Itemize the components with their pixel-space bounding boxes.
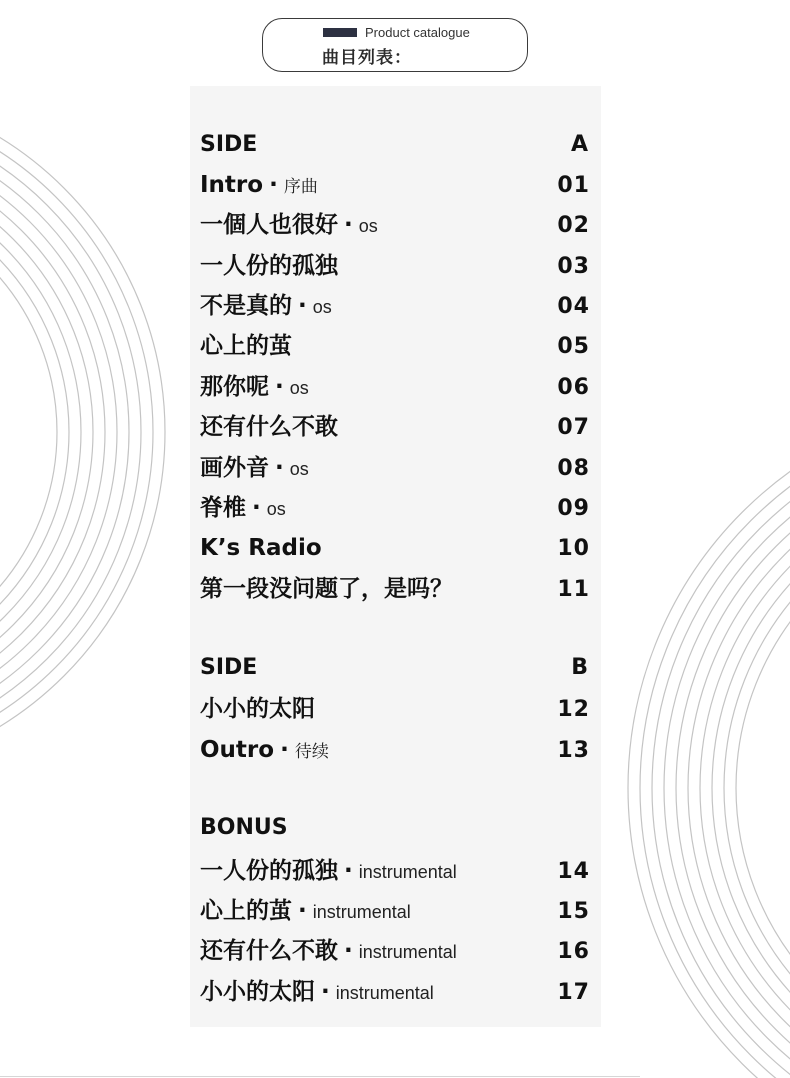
track-title: 一人份的孤独 — [200, 253, 338, 279]
track-note: os — [312, 297, 332, 317]
track-row — [200, 528, 590, 562]
left-rings — [0, 87, 165, 777]
track-row — [200, 326, 590, 360]
track-row — [200, 205, 590, 239]
track-title: 第一段没问题了，是吗？ — [200, 576, 453, 602]
track-note: instrumental — [335, 983, 434, 1003]
track-number: 07 — [557, 415, 590, 440]
section-bonus — [200, 807, 590, 841]
track-number: 11 — [557, 577, 590, 602]
section-side-letter: B — [571, 655, 588, 680]
track-title: 脊椎 · os — [200, 495, 286, 521]
track-row — [200, 448, 590, 482]
track-row — [200, 891, 590, 925]
track-title: 一個人也很好 · os — [200, 212, 378, 238]
header-title: 曲目列表： — [322, 48, 412, 68]
track-note: os — [358, 216, 378, 236]
track-title: 一人份的孤独 · instrumental — [200, 858, 457, 884]
track-number: 15 — [557, 899, 590, 924]
track-number: 05 — [557, 334, 590, 359]
track-number: 01 — [557, 173, 590, 198]
track-row — [200, 972, 590, 1006]
track-note: os — [289, 459, 309, 479]
section-label: BONUS — [200, 815, 288, 840]
track-row — [200, 851, 590, 885]
track-title: 小小的太阳 · instrumental — [200, 979, 434, 1005]
track-note: 待续 — [294, 742, 329, 762]
section-side-letter: A — [570, 132, 588, 157]
track-row — [200, 286, 590, 320]
track-title: K’s Radio — [200, 535, 322, 561]
track-row — [200, 569, 590, 603]
track-number: 14 — [557, 859, 590, 884]
track-number: 10 — [557, 536, 590, 561]
track-title: 心上的茧 · instrumental — [200, 898, 411, 924]
header-badge — [262, 18, 528, 72]
track-number: 03 — [557, 254, 590, 279]
track-title: Intro · 序曲 — [200, 172, 318, 198]
right-rings — [628, 398, 790, 1078]
track-title: 还有什么不敢 · instrumental — [200, 938, 457, 964]
track-number: 13 — [557, 738, 590, 763]
section-side-a — [200, 124, 590, 158]
track-number: 09 — [557, 496, 590, 521]
track-row — [200, 730, 590, 764]
track-note: instrumental — [312, 902, 411, 922]
tracklist-panel — [190, 86, 601, 1027]
track-title: 不是真的 · os — [200, 293, 332, 319]
section-label: SIDE — [200, 655, 258, 680]
track-title: 那你呢 · os — [200, 374, 309, 400]
track-number: 06 — [557, 375, 590, 400]
track-row — [200, 689, 590, 723]
track-row — [200, 488, 590, 522]
track-title: 小小的太阳 — [200, 696, 315, 722]
section-label: SIDE — [200, 132, 258, 157]
track-title: 还有什么不敢 — [200, 414, 338, 440]
track-row — [200, 931, 590, 965]
track-row — [200, 367, 590, 401]
track-number: 17 — [557, 980, 590, 1005]
track-number: 16 — [557, 939, 590, 964]
track-number: 12 — [557, 697, 590, 722]
track-note: os — [266, 499, 286, 519]
header-accent-bar — [323, 28, 357, 37]
track-row — [200, 407, 590, 441]
track-note: instrumental — [358, 862, 457, 882]
section-side-b — [200, 647, 590, 681]
track-row — [200, 246, 590, 280]
track-row — [200, 165, 590, 199]
track-title: Outro · 待续 — [200, 737, 329, 763]
track-note: instrumental — [358, 942, 457, 962]
track-note: os — [289, 378, 309, 398]
track-title: 画外音 · os — [200, 455, 309, 481]
track-number: 04 — [557, 294, 590, 319]
track-note: 序曲 — [283, 177, 318, 197]
track-number: 02 — [557, 213, 590, 238]
header-subtitle: Product catalogue — [365, 25, 470, 40]
track-number: 08 — [557, 456, 590, 481]
bottom-divider — [0, 1076, 640, 1077]
track-title: 心上的茧 — [200, 333, 292, 359]
